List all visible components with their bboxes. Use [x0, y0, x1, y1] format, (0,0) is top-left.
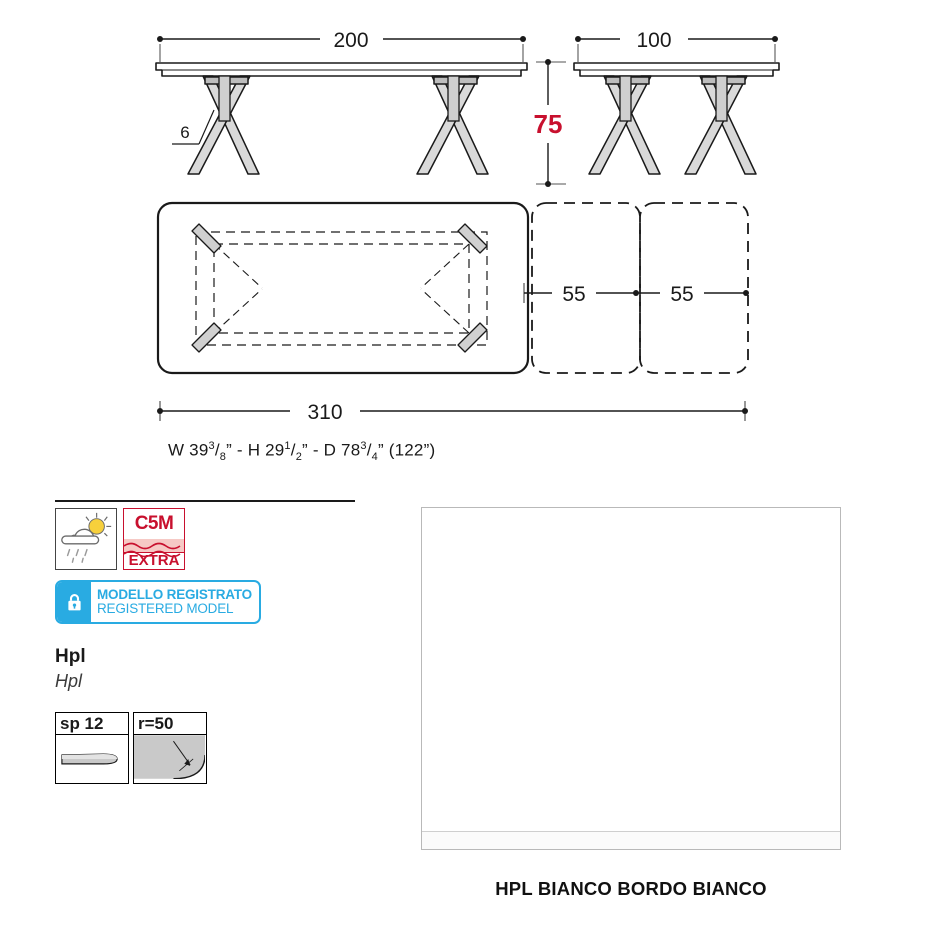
plan-view [157, 203, 749, 424]
imperial-height-num: 1 [284, 440, 291, 452]
dimension-55-right [636, 283, 749, 306]
registered-model-line2: REGISTERED MODEL [97, 601, 234, 616]
sun-cloud-rain-icon [56, 509, 116, 569]
c5m-extra-label: EXTRA [124, 552, 184, 569]
dimension-200-label: 200 [333, 29, 369, 52]
imperial-quote-3: ” [377, 440, 384, 460]
dimension-55-right-label: 55 [670, 283, 694, 306]
dimension-75-label: 75 [533, 109, 563, 139]
imperial-separator-1: - [236, 440, 243, 460]
dimension-310-label: 310 [307, 401, 343, 424]
dimension-100 [575, 29, 778, 62]
spec-icon-row [55, 712, 365, 784]
imperial-width-num: 3 [208, 440, 215, 452]
corner-radius-icon [134, 735, 205, 779]
finish-swatch-caption: HPL BIANCO BORDO BIANCO [495, 878, 767, 899]
imperial-width-prefix: W 39 [168, 440, 209, 460]
extension-leaf-2 [640, 203, 748, 373]
imperial-depth-suffix: (122”) [388, 440, 436, 460]
front-tabletop [156, 63, 527, 76]
edge-profile-icon [56, 735, 127, 779]
weather-resistance-badge [55, 508, 117, 570]
dimension-55-left-label: 55 [562, 283, 586, 306]
imperial-depth-den: 4 [371, 451, 378, 464]
lock-icon-container [57, 582, 91, 622]
c5m-waves [124, 539, 184, 569]
material-name-italic: Hpl [55, 671, 83, 691]
certification-badges [55, 508, 365, 570]
dimension-310 [157, 401, 748, 424]
c5m-corrosion-badge [123, 508, 185, 570]
imperial-separator-2: - [312, 440, 319, 460]
imperial-height-prefix: H 29 [247, 440, 285, 460]
side-right-post [716, 76, 727, 121]
registered-model-line1: MODELLO REGISTRATO [97, 586, 252, 602]
front-elevation-view [156, 29, 527, 174]
imperial-depth-prefix: D 78 [323, 440, 361, 460]
registered-model-text [91, 582, 259, 622]
dimension-55-left [524, 283, 639, 306]
plan-tabletop [158, 203, 528, 373]
imperial-depth-num: 3 [360, 440, 367, 452]
registered-model-badge [55, 580, 261, 624]
material-name: Hpl [55, 646, 86, 667]
front-right-post [448, 76, 459, 121]
c5m-label: C5M [134, 513, 174, 534]
section-divider [55, 500, 355, 502]
imperial-height-den: 2 [295, 451, 303, 464]
dimension-200 [157, 29, 526, 62]
side-elevation-view [574, 29, 779, 174]
material-name-block [55, 646, 365, 692]
side-tabletop [574, 63, 779, 76]
finish-swatch-edge [422, 831, 840, 849]
corner-radius-spec-box [133, 712, 207, 784]
dimension-75 [534, 59, 566, 187]
imperial-dimensions: W $39^3/_8$” - H $29^1/_2$” - D $78^3/_4$” (122”) [168, 440, 436, 464]
dimension-6-label: 6 [180, 123, 190, 142]
imperial-width-den: 8 [219, 451, 227, 464]
finish-swatch [421, 507, 841, 850]
side-left-post [620, 76, 631, 121]
product-info-column [55, 500, 365, 784]
thickness-spec-box [55, 712, 129, 784]
dimension-100-label: 100 [636, 29, 672, 52]
imperial-quote-2: ” [302, 440, 308, 460]
corner-radius-spec-label: r=50 [138, 714, 174, 733]
imperial-quote-1: ” [226, 440, 232, 460]
extension-leaf-1 [532, 203, 640, 373]
thickness-spec-label: sp 12 [60, 714, 104, 733]
wave-icon [124, 539, 185, 570]
front-left-post [219, 76, 230, 121]
lock-icon [64, 592, 85, 613]
